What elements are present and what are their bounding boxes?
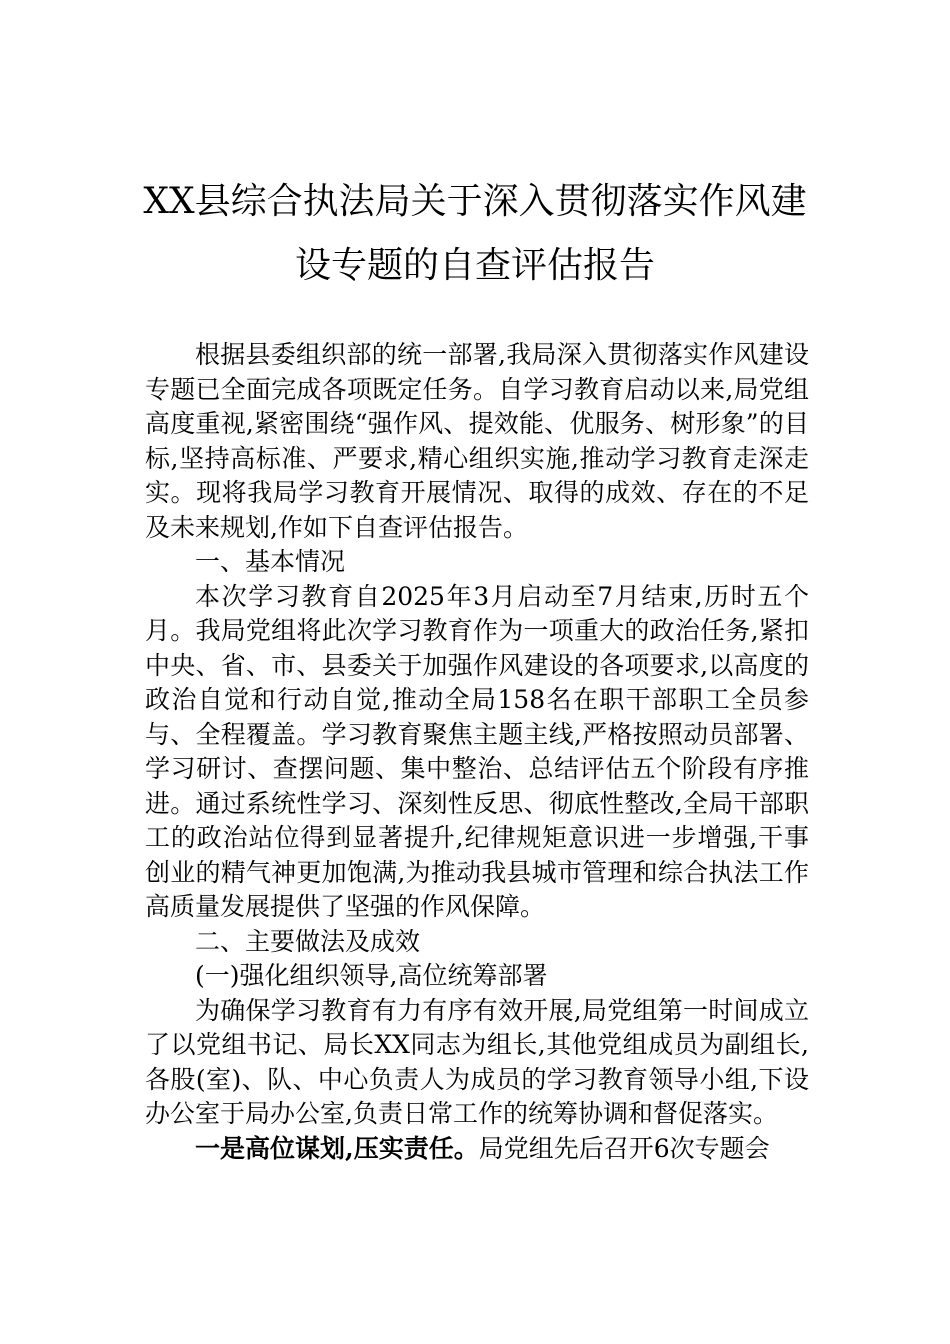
point-one-lead: 一是高位谋划,压实责任。: [195, 1133, 479, 1163]
document-title: [120, 170, 830, 298]
section-heading-practices: 二、主要做法及成效: [195, 926, 421, 956]
point-one-paragraph: [145, 1132, 809, 1167]
intro-paragraph: 根据县委组织部的统一部署,我局深入贯彻落实作风建设专题已全面完成各项既定任务。自学习教育启动以来,局党组高度重视,紧密围绕“强作风、提效能、优服务、树形象”的目标,坚持高标准、严要求,精心组织实施,推动学习教育走深走实。现将我局学习教育开展情况、取得的成效、存在的不足及未来规划,作如下自查评估报告。: [145, 340, 809, 542]
subsection-leadership-paragraph: 为确保学习教育有力有序有效开展,局党组第一时间成立了以党组书记、局长XX同志为组长,其他党组成员为副组长,各股(室)、队、中心负责人为成员的学习教育领导小组,下设办公室于局办公室,负责日常工作的统筹协调和督促落实。: [145, 995, 809, 1128]
title-line-2: 设专题的自查评估报告: [294, 245, 655, 286]
subsection-heading-leadership: (一)强化组织领导,高位统筹部署: [195, 961, 548, 990]
title-line-1: XX县综合执法局关于深入贯彻落实作风建: [143, 181, 807, 222]
section-basic-paragraph: 本次学习教育自2025年3月启动至7月结束,历时五个月。我局党组将此次学习教育作为一项重大的政治任务,紧扣中央、省、市、县委关于加强作风建设的各项要求,以高度的政治自觉和行动自觉,推动全局158名在职干部职工全员参与、全程覆盖。学习教育聚焦主题主线,严格按照动员部署、学习研讨、查摆问题、集中整治、总结评估五个阶段有序推进。通过系统性学习、深刻性反思、彻底性整改,全局干部职工的政治站位得到显著提升,纪律规矩意识进一步增强,干事创业的精气神更加饱满,为推动我县城市管理和综合执法工作高质量发展提供了坚强的作风保障。: [145, 581, 809, 921]
point-one-text: 局党组先后召开6次专题会: [478, 1133, 770, 1163]
section-heading-basic: 一、基本情况: [195, 547, 346, 576]
document-body: [145, 338, 809, 1166]
